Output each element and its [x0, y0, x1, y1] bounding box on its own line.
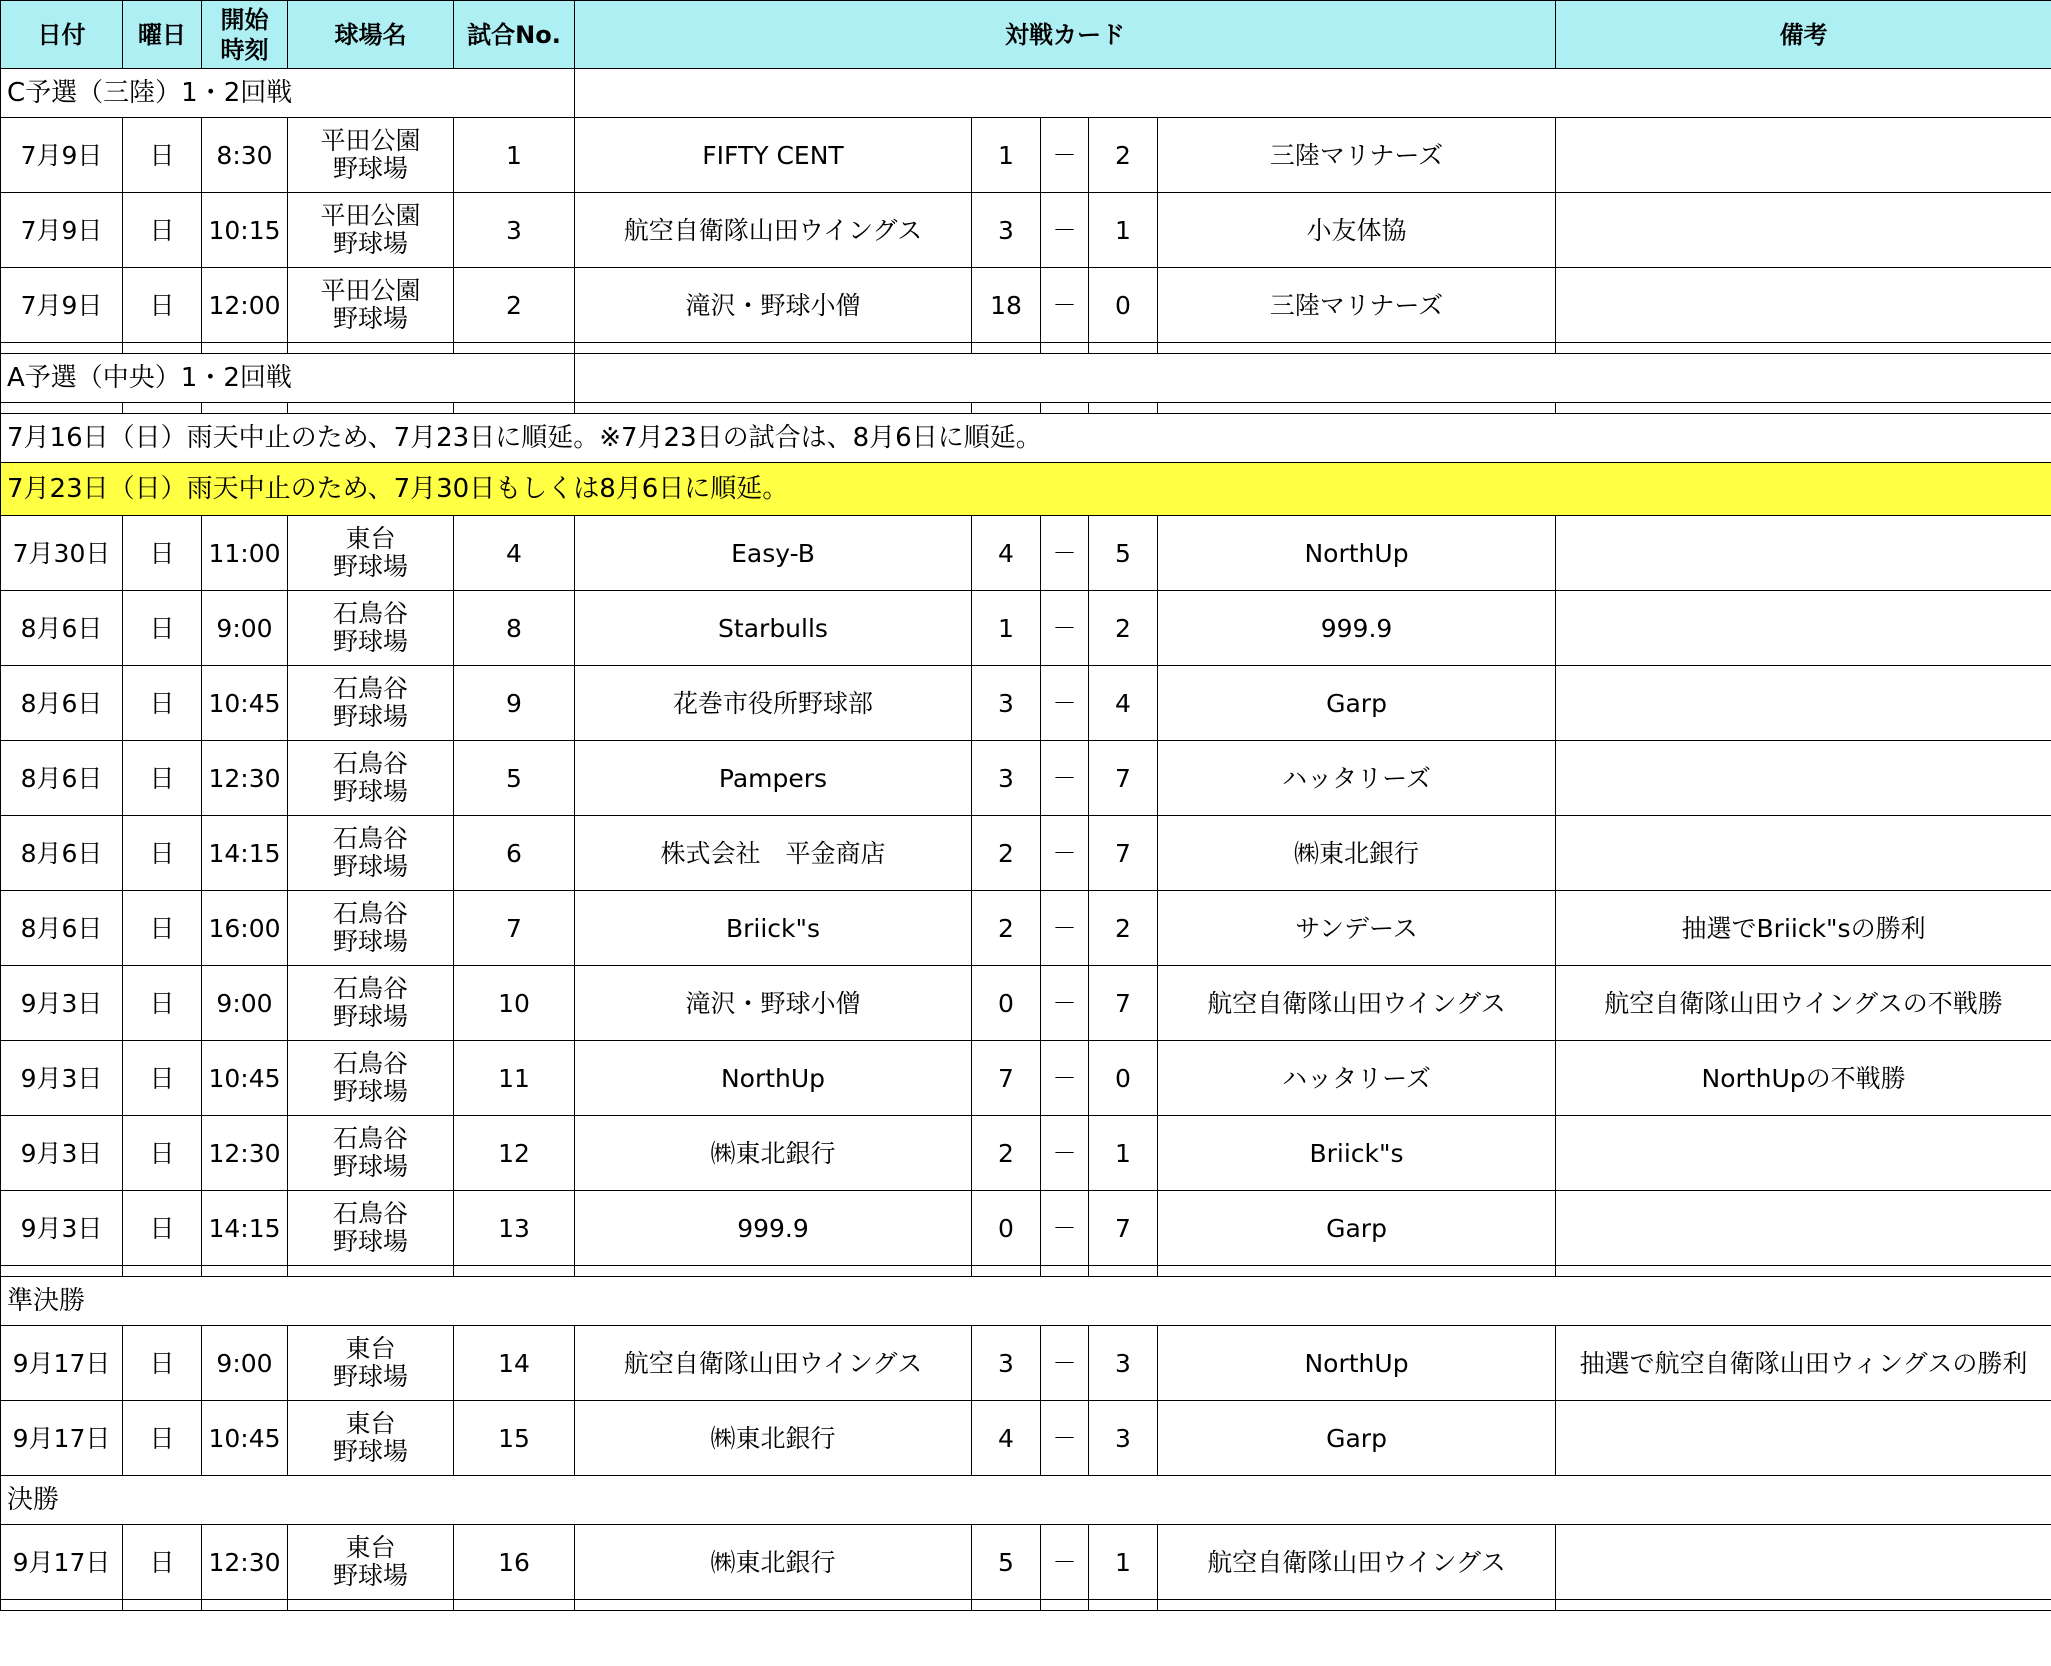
score-1: 3	[972, 666, 1041, 741]
score-1: 3	[972, 741, 1041, 816]
team-1: FIFTY CENT	[575, 118, 972, 193]
team-2: Garp	[1158, 1191, 1556, 1266]
team-1: ㈱東北銀行	[575, 1401, 972, 1476]
game-row	[1, 268, 2051, 343]
score-1: 0	[972, 1191, 1041, 1266]
game-venue	[288, 1041, 454, 1116]
game-number: 11	[454, 1041, 575, 1116]
game-note: NorthUpの不戦勝	[1556, 1041, 2051, 1116]
team-2: 三陸マリナーズ	[1158, 118, 1556, 193]
venue-line-2: 野球場	[332, 1077, 408, 1106]
header-notes: 備考	[1556, 1, 2051, 69]
game-weekday: 日	[123, 1326, 202, 1401]
game-start-time: 10:15	[202, 193, 288, 268]
score-dash: －	[1041, 1401, 1089, 1476]
game-number: 15	[454, 1401, 575, 1476]
game-start-time: 12:30	[202, 1525, 288, 1600]
team-2: サンデース	[1158, 891, 1556, 966]
game-number: 4	[454, 516, 575, 591]
game-venue	[288, 516, 454, 591]
game-start-time: 14:15	[202, 1191, 288, 1266]
venue-line-2: 野球場	[332, 154, 408, 183]
spacer-row	[1, 1600, 2051, 1611]
game-row	[1, 741, 2051, 816]
game-number: 14	[454, 1326, 575, 1401]
game-note	[1556, 268, 2051, 343]
game-weekday: 日	[123, 1401, 202, 1476]
game-note	[1556, 666, 2051, 741]
team-1: 花巻市役所野球部	[575, 666, 972, 741]
score-dash: －	[1041, 268, 1089, 343]
game-date: 9月17日	[1, 1326, 123, 1401]
score-dash: －	[1041, 741, 1089, 816]
venue-line-2: 野球場	[332, 1227, 408, 1256]
game-number: 9	[454, 666, 575, 741]
game-date: 7月9日	[1, 118, 123, 193]
team-1: Starbulls	[575, 591, 972, 666]
header-row	[1, 1, 2051, 69]
game-start-time: 10:45	[202, 1401, 288, 1476]
game-row	[1, 591, 2051, 666]
game-start-time: 14:15	[202, 816, 288, 891]
game-note	[1556, 193, 2051, 268]
score-2: 1	[1089, 1525, 1158, 1600]
spacer-row	[1, 1266, 2051, 1277]
score-2: 4	[1089, 666, 1158, 741]
team-2: 999.9	[1158, 591, 1556, 666]
team-2: NorthUp	[1158, 516, 1556, 591]
score-dash: －	[1041, 118, 1089, 193]
game-row	[1, 666, 2051, 741]
score-1: 2	[972, 816, 1041, 891]
score-1: 7	[972, 1041, 1041, 1116]
game-row	[1, 891, 2051, 966]
team-2: Garp	[1158, 666, 1556, 741]
venue-line-2: 野球場	[332, 229, 408, 258]
venue-line-2: 野球場	[332, 1437, 408, 1466]
team-1: ㈱東北銀行	[575, 1525, 972, 1600]
game-number: 16	[454, 1525, 575, 1600]
game-weekday: 日	[123, 741, 202, 816]
score-1: 0	[972, 966, 1041, 1041]
header-game-no: 試合No.	[454, 1, 575, 69]
game-venue	[288, 966, 454, 1041]
venue-line-1: 平田公園	[320, 126, 421, 155]
game-start-time: 10:45	[202, 666, 288, 741]
section-c-qualifier: C予選（三陸）1・2回戦	[1, 69, 2051, 118]
header-start-time: 開始 時刻	[202, 1, 288, 69]
score-dash: －	[1041, 1041, 1089, 1116]
venue-line-1: 東台	[345, 1409, 396, 1438]
venue-line-1: 石鳥谷	[332, 824, 408, 853]
score-1: 2	[972, 891, 1041, 966]
score-dash: －	[1041, 193, 1089, 268]
score-dash: －	[1041, 1116, 1089, 1191]
venue-line-2: 野球場	[332, 927, 408, 956]
team-2: 航空自衛隊山田ウイングス	[1158, 1525, 1556, 1600]
venue-line-2: 野球場	[332, 852, 408, 881]
game-weekday: 日	[123, 591, 202, 666]
score-2: 7	[1089, 966, 1158, 1041]
game-venue	[288, 1326, 454, 1401]
score-2: 7	[1089, 1191, 1158, 1266]
game-weekday: 日	[123, 268, 202, 343]
score-dash: －	[1041, 1326, 1089, 1401]
score-2: 1	[1089, 193, 1158, 268]
game-note	[1556, 1525, 2051, 1600]
game-date: 8月6日	[1, 816, 123, 891]
game-row	[1, 816, 2051, 891]
venue-line-2: 野球場	[332, 304, 408, 333]
header-matchup: 対戦カード	[575, 1, 1556, 69]
game-number: 5	[454, 741, 575, 816]
score-2: 7	[1089, 816, 1158, 891]
game-date: 9月3日	[1, 1116, 123, 1191]
team-1: 株式会社 平金商店	[575, 816, 972, 891]
game-date: 7月9日	[1, 268, 123, 343]
game-venue	[288, 1116, 454, 1191]
game-date: 9月3日	[1, 1191, 123, 1266]
game-venue	[288, 891, 454, 966]
team-1: Easy-B	[575, 516, 972, 591]
game-venue	[288, 591, 454, 666]
team-2: Briick"s	[1158, 1116, 1556, 1191]
game-number: 10	[454, 966, 575, 1041]
score-1: 4	[972, 1401, 1041, 1476]
game-venue	[288, 1401, 454, 1476]
score-1: 5	[972, 1525, 1041, 1600]
team-1: Briick"s	[575, 891, 972, 966]
team-2: 三陸マリナーズ	[1158, 268, 1556, 343]
score-2: 2	[1089, 591, 1158, 666]
venue-line-1: 石鳥谷	[332, 1049, 408, 1078]
game-number: 8	[454, 591, 575, 666]
section-semifinal: 準決勝	[1, 1277, 2051, 1326]
venue-line-1: 石鳥谷	[332, 1199, 408, 1228]
score-2: 7	[1089, 741, 1158, 816]
game-weekday: 日	[123, 966, 202, 1041]
game-date: 8月6日	[1, 666, 123, 741]
game-note	[1556, 1191, 2051, 1266]
game-row	[1, 118, 2051, 193]
score-dash: －	[1041, 1191, 1089, 1266]
team-2: Garp	[1158, 1401, 1556, 1476]
game-date: 9月17日	[1, 1401, 123, 1476]
game-start-time: 9:00	[202, 1326, 288, 1401]
game-row	[1, 1116, 2051, 1191]
game-note	[1556, 1401, 2051, 1476]
venue-line-1: 石鳥谷	[332, 899, 408, 928]
game-weekday: 日	[123, 666, 202, 741]
game-weekday: 日	[123, 1041, 202, 1116]
game-row	[1, 516, 2051, 591]
game-row	[1, 1191, 2051, 1266]
score-dash: －	[1041, 1525, 1089, 1600]
team-1: 滝沢・野球小僧	[575, 966, 972, 1041]
score-2: 3	[1089, 1401, 1158, 1476]
score-1: 18	[972, 268, 1041, 343]
game-row	[1, 1401, 2051, 1476]
team-1: 航空自衛隊山田ウイングス	[575, 1326, 972, 1401]
game-venue	[288, 1191, 454, 1266]
game-venue	[288, 741, 454, 816]
venue-line-2: 野球場	[332, 627, 408, 656]
notice-row-1: 7月16日（日）雨天中止のため、7月23日に順延。※7月23日の試合は、8月6日に順延。	[1, 414, 2051, 463]
score-2: 2	[1089, 891, 1158, 966]
game-row	[1, 1041, 2051, 1116]
game-date: 8月6日	[1, 891, 123, 966]
venue-line-2: 野球場	[332, 702, 408, 731]
game-start-time: 11:00	[202, 516, 288, 591]
score-1: 3	[972, 193, 1041, 268]
team-1: ㈱東北銀行	[575, 1116, 972, 1191]
game-venue	[288, 118, 454, 193]
game-note	[1556, 516, 2051, 591]
venue-line-1: 東台	[345, 1533, 396, 1562]
score-dash: －	[1041, 516, 1089, 591]
venue-line-2: 野球場	[332, 1002, 408, 1031]
score-2: 5	[1089, 516, 1158, 591]
game-number: 1	[454, 118, 575, 193]
venue-line-1: 石鳥谷	[332, 599, 408, 628]
venue-line-2: 野球場	[332, 1152, 408, 1181]
header-date: 日付	[1, 1, 123, 69]
header-weekday: 曜日	[123, 1, 202, 69]
game-weekday: 日	[123, 1116, 202, 1191]
game-weekday: 日	[123, 816, 202, 891]
game-start-time: 9:00	[202, 966, 288, 1041]
game-start-time: 12:00	[202, 268, 288, 343]
game-number: 12	[454, 1116, 575, 1191]
team-1: 滝沢・野球小僧	[575, 268, 972, 343]
score-1: 1	[972, 118, 1041, 193]
game-note: 航空自衛隊山田ウイングスの不戦勝	[1556, 966, 2051, 1041]
score-dash: －	[1041, 966, 1089, 1041]
game-venue	[288, 268, 454, 343]
score-1: 2	[972, 1116, 1041, 1191]
game-row	[1, 966, 2051, 1041]
team-1: 航空自衛隊山田ウイングス	[575, 193, 972, 268]
game-start-time: 12:30	[202, 1116, 288, 1191]
game-number: 2	[454, 268, 575, 343]
game-venue	[288, 193, 454, 268]
venue-line-2: 野球場	[332, 777, 408, 806]
team-2: ハッタリーズ	[1158, 741, 1556, 816]
game-weekday: 日	[123, 193, 202, 268]
team-2: ハッタリーズ	[1158, 1041, 1556, 1116]
game-weekday: 日	[123, 1191, 202, 1266]
score-2: 0	[1089, 1041, 1158, 1116]
score-2: 1	[1089, 1116, 1158, 1191]
venue-line-1: 平田公園	[320, 276, 421, 305]
score-1: 1	[972, 591, 1041, 666]
venue-line-1: 東台	[345, 1334, 396, 1363]
game-weekday: 日	[123, 118, 202, 193]
game-start-time: 12:30	[202, 741, 288, 816]
score-1: 4	[972, 516, 1041, 591]
game-date: 7月9日	[1, 193, 123, 268]
score-dash: －	[1041, 891, 1089, 966]
game-number: 6	[454, 816, 575, 891]
venue-line-2: 野球場	[332, 1362, 408, 1391]
team-2: 航空自衛隊山田ウイングス	[1158, 966, 1556, 1041]
game-number: 3	[454, 193, 575, 268]
game-start-time: 16:00	[202, 891, 288, 966]
game-note	[1556, 816, 2051, 891]
game-row	[1, 1525, 2051, 1600]
game-note: 抽選でBriick"sの勝利	[1556, 891, 2051, 966]
game-venue	[288, 816, 454, 891]
game-venue	[288, 666, 454, 741]
game-date: 9月17日	[1, 1525, 123, 1600]
section-final: 決勝	[1, 1476, 2051, 1525]
game-weekday: 日	[123, 1525, 202, 1600]
team-2: NorthUp	[1158, 1326, 1556, 1401]
notice-row-2: 7月23日（日）雨天中止のため、7月30日もしくは8月6日に順延。	[1, 463, 2051, 516]
game-date: 9月3日	[1, 966, 123, 1041]
game-date: 8月6日	[1, 591, 123, 666]
game-note	[1556, 1116, 2051, 1191]
game-row	[1, 193, 2051, 268]
game-start-time: 9:00	[202, 591, 288, 666]
score-2: 2	[1089, 118, 1158, 193]
header-venue: 球場名	[288, 1, 454, 69]
game-date: 7月30日	[1, 516, 123, 591]
game-number: 13	[454, 1191, 575, 1266]
venue-line-1: 石鳥谷	[332, 1124, 408, 1153]
venue-line-2: 野球場	[332, 552, 408, 581]
game-start-time: 8:30	[202, 118, 288, 193]
game-note: 抽選で航空自衛隊山田ウィングスの勝利	[1556, 1326, 2051, 1401]
score-dash: －	[1041, 816, 1089, 891]
game-note	[1556, 118, 2051, 193]
game-row	[1, 1326, 2051, 1401]
game-number: 7	[454, 891, 575, 966]
team-1: NorthUp	[575, 1041, 972, 1116]
venue-line-1: 石鳥谷	[332, 749, 408, 778]
spacer-row	[1, 343, 2051, 354]
venue-line-1: 東台	[345, 524, 396, 553]
game-venue	[288, 1525, 454, 1600]
game-date: 8月6日	[1, 741, 123, 816]
score-1: 3	[972, 1326, 1041, 1401]
venue-line-2: 野球場	[332, 1561, 408, 1590]
game-date: 9月3日	[1, 1041, 123, 1116]
team-2: ㈱東北銀行	[1158, 816, 1556, 891]
game-note	[1556, 741, 2051, 816]
game-start-time: 10:45	[202, 1041, 288, 1116]
team-1: 999.9	[575, 1191, 972, 1266]
team-1: Pampers	[575, 741, 972, 816]
venue-line-1: 石鳥谷	[332, 974, 408, 1003]
team-2: 小友体協	[1158, 193, 1556, 268]
game-weekday: 日	[123, 516, 202, 591]
score-dash: －	[1041, 591, 1089, 666]
score-2: 0	[1089, 268, 1158, 343]
game-weekday: 日	[123, 891, 202, 966]
venue-line-1: 平田公園	[320, 201, 421, 230]
score-dash: －	[1041, 666, 1089, 741]
venue-line-1: 石鳥谷	[332, 674, 408, 703]
section-a-qualifier: A予選（中央）1・2回戦	[1, 354, 2051, 403]
spacer-row	[1, 403, 2051, 414]
game-note	[1556, 591, 2051, 666]
score-2: 3	[1089, 1326, 1158, 1401]
